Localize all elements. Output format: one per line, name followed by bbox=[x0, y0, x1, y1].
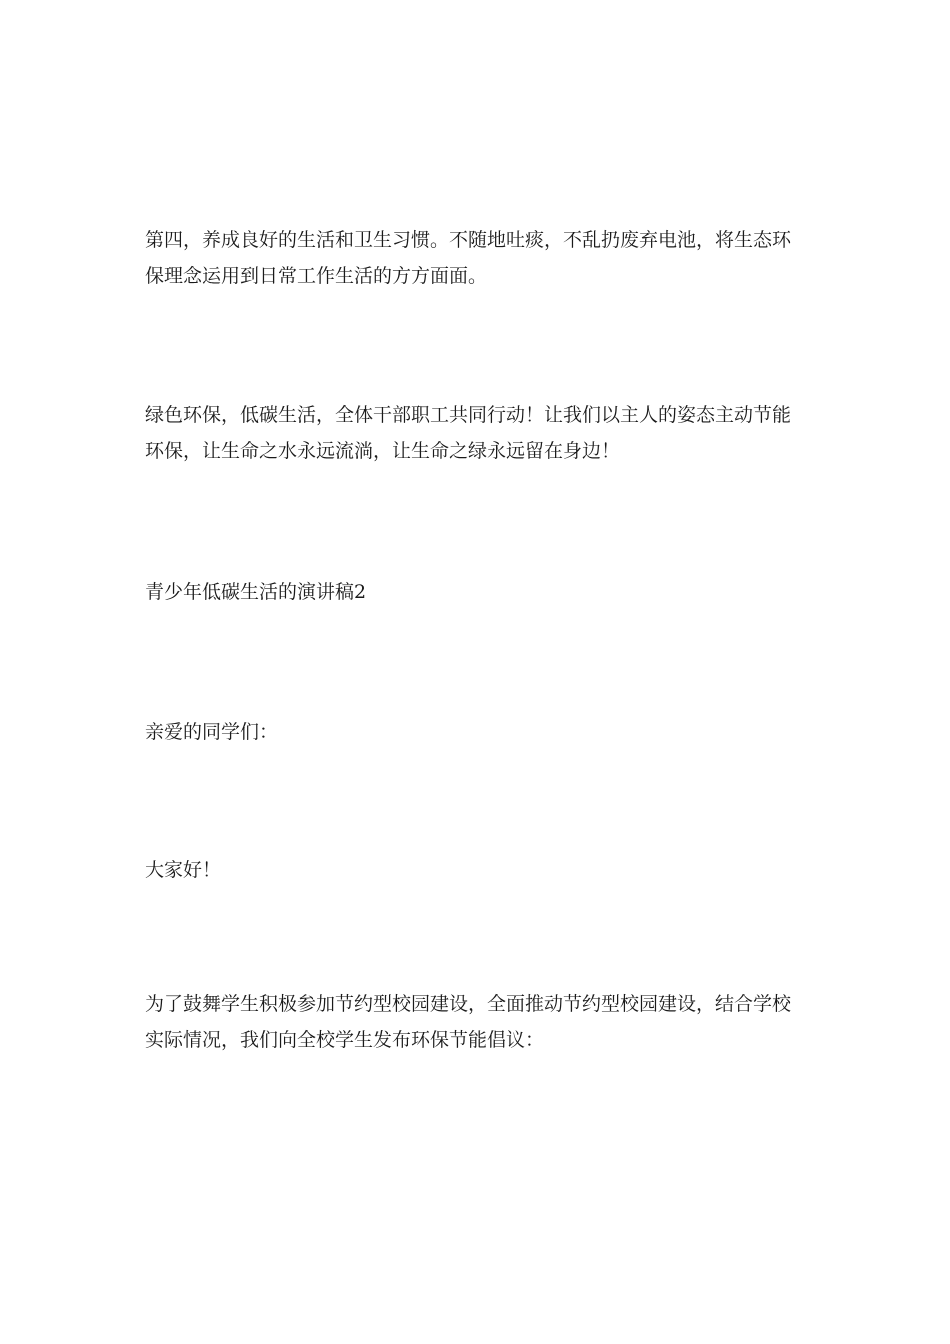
greeting: 大家好！ bbox=[145, 859, 222, 881]
paragraph-initiative: 为了鼓舞学生积极参加节约型校园建设，全面推动节约型校园建设，结合学校实际情况，我们向全校学生发布环保节能倡议： bbox=[145, 993, 792, 1051]
paragraph-green-call: 绿色环保，低碳生活，全体干部职工共同行动！让我们以主人的姿态主动节能环保，让生命之水永远流淌，让生命之绿永远留在身边！ bbox=[145, 404, 792, 462]
salutation: 亲爱的同学们： bbox=[145, 721, 279, 743]
section-title: 青少年低碳生活的演讲稿2 bbox=[145, 581, 367, 603]
paragraph-habits: 第四，养成良好的生活和卫生习惯。不随地吐痰，不乱扔废弃电池，将生态环保理念运用到日常工作生活的方方面面。 bbox=[145, 229, 792, 287]
